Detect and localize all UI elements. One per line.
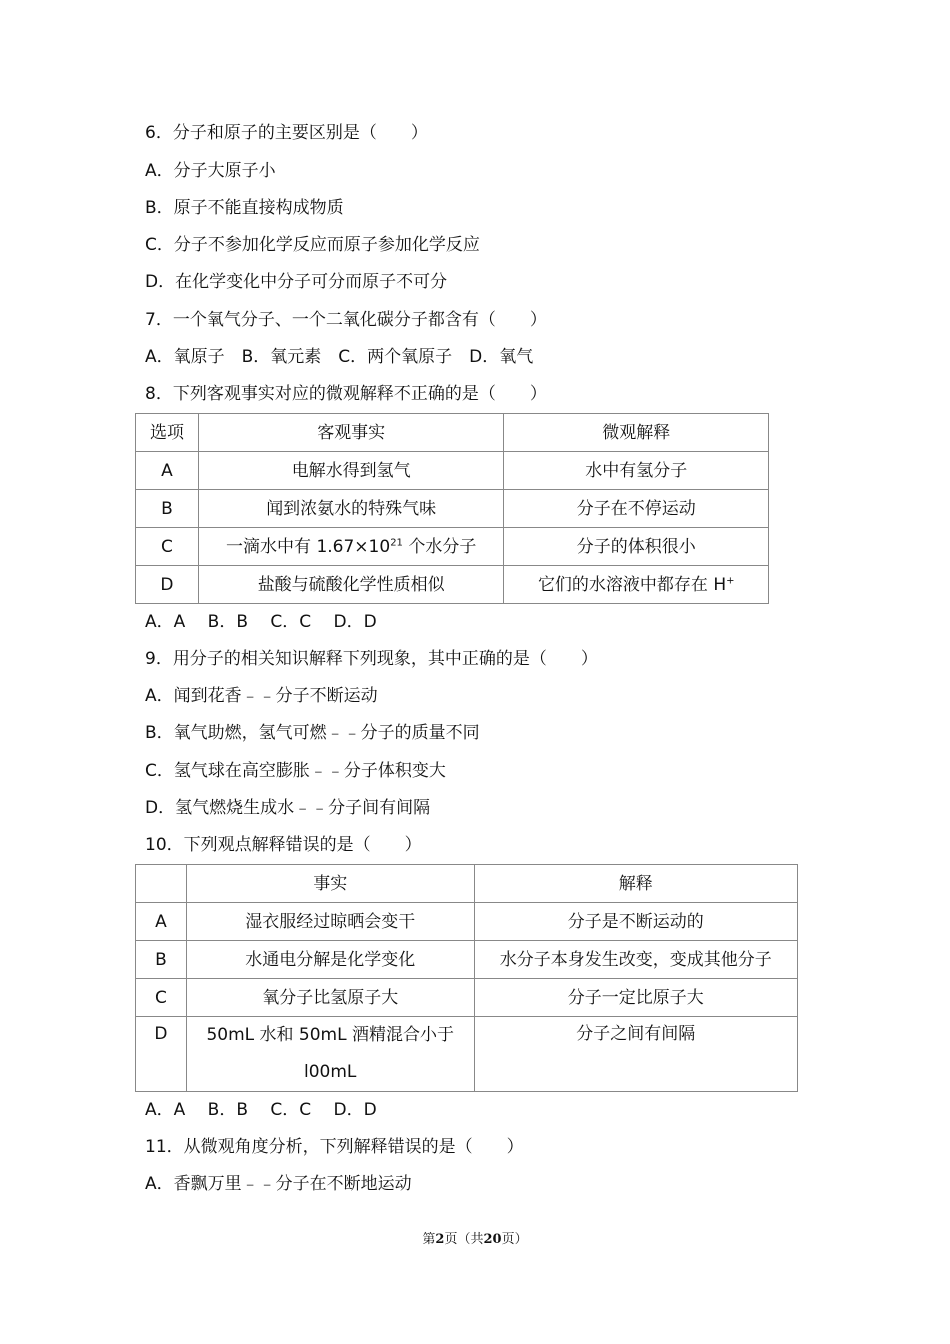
charge-superscript: +: [726, 574, 735, 586]
fact-cell: 水通电分解是化学变化: [186, 941, 474, 979]
page-footer: [0, 1228, 950, 1247]
explanation-cell: 分子在不停运动: [504, 490, 769, 528]
option-cell: D: [136, 566, 199, 604]
table-header-row: [136, 865, 798, 903]
footer-prefix: 第: [422, 1232, 436, 1247]
header-cell: 事实: [186, 865, 474, 903]
table-row: [136, 490, 769, 528]
option-cell: A: [136, 452, 199, 490]
exponent: 21: [390, 536, 403, 548]
explanation-cell: [504, 566, 769, 604]
table-header-row: [136, 414, 769, 452]
table-row: [136, 979, 798, 1017]
explanation-cell: 分子之间有间隔: [474, 1017, 798, 1092]
footer-total-pages: 20: [483, 1232, 502, 1247]
table-row: [136, 1017, 798, 1092]
table-row: [136, 528, 769, 566]
fact-cell: 电解水得到氢气: [198, 452, 504, 490]
explanation-text: 它们的水溶液中都存在 H: [537, 574, 727, 595]
label-cell: D: [136, 1017, 187, 1092]
q11-stem: 11．从微观角度分析，下列解释错误的是（ ）: [145, 1137, 524, 1157]
fact-cell: 闻到浓氨水的特殊气味: [198, 490, 504, 528]
fact-cell: [198, 528, 504, 566]
q6-stem: 6．分子和原子的主要区别是（ ）: [145, 123, 428, 143]
fact-text-line2: l00mL: [304, 1062, 357, 1082]
header-cell: [136, 865, 187, 903]
header-cell: 选项: [136, 414, 199, 452]
q11-option-a: A．香飘万里﹣﹣分子在不断地运动: [145, 1174, 412, 1194]
label-cell: A: [136, 903, 187, 941]
q10-answer-options: A．A B．B C．C D．D: [145, 1100, 377, 1120]
footer-suffix: 页）: [501, 1232, 528, 1247]
q9-option-a: A．闻到花香﹣﹣分子不断运动: [145, 686, 378, 706]
q6-option-b: B．原子不能直接构成物质: [145, 198, 344, 218]
fact-cell: 盐酸与硫酸化学性质相似: [198, 566, 504, 604]
header-cell: 客观事实: [198, 414, 504, 452]
table-row: [136, 452, 769, 490]
label-cell: C: [136, 979, 187, 1017]
table-row: [136, 566, 769, 604]
table-row: [136, 903, 798, 941]
q8-stem: 8．下列客观事实对应的微观解释不正确的是（ ）: [145, 384, 547, 404]
q10-stem: 10．下列观点解释错误的是（ ）: [145, 835, 422, 855]
header-cell: 微观解释: [504, 414, 769, 452]
q6-option-a: A．分子大原子小: [145, 161, 276, 181]
q7-options: A．氧原子 B．氧元素 C．两个氧原子 D．氧气: [145, 347, 534, 367]
fact-cell: [186, 1017, 474, 1092]
explanation-cell: 分子是不断运动的: [474, 903, 798, 941]
q8-answer-options: A．A B．B C．C D．D: [145, 612, 377, 632]
option-cell: B: [136, 490, 199, 528]
q9-option-b: B．氧气助燃，氢气可燃﹣﹣分子的质量不同: [145, 723, 480, 743]
explanation-cell: 水中有氢分子: [504, 452, 769, 490]
fact-cell: 湿衣服经过晾晒会变干: [186, 903, 474, 941]
header-cell: 解释: [474, 865, 798, 903]
explanation-cell: 分子的体积很小: [504, 528, 769, 566]
fact-text: 一滴水中有 1.67×10: [226, 536, 391, 557]
q9-option-c: C．氢气球在高空膨胀﹣﹣分子体积变大: [145, 761, 446, 781]
q8-table: [135, 413, 769, 604]
fact-cell: 氧分子比氢原子大: [186, 979, 474, 1017]
explanation-cell: 水分子本身发生改变，变成其他分子: [474, 941, 798, 979]
footer-mid: 页（共: [444, 1232, 484, 1247]
q10-table: [135, 864, 798, 1092]
q7-stem: 7．一个氧气分子、一个二氧化碳分子都含有（ ）: [145, 310, 547, 330]
fact-text-suffix: 个水分子: [402, 536, 477, 557]
explanation-cell: 分子一定比原子大: [474, 979, 798, 1017]
table-row: [136, 941, 798, 979]
q6-option-d: D．在化学变化中分子可分而原子不可分: [145, 272, 448, 292]
option-cell: C: [136, 528, 199, 566]
footer-page-number: 2: [435, 1232, 445, 1247]
q9-stem: 9．用分子的相关知识解释下列现象，其中正确的是（ ）: [145, 649, 598, 669]
fact-text-line1: 50mL 水和 50mL 酒精混合小于: [206, 1025, 454, 1045]
label-cell: B: [136, 941, 187, 979]
q9-option-d: D．氢气燃烧生成水﹣﹣分子间有间隔: [145, 798, 431, 818]
q6-option-c: C．分子不参加化学反应而原子参加化学反应: [145, 235, 480, 255]
